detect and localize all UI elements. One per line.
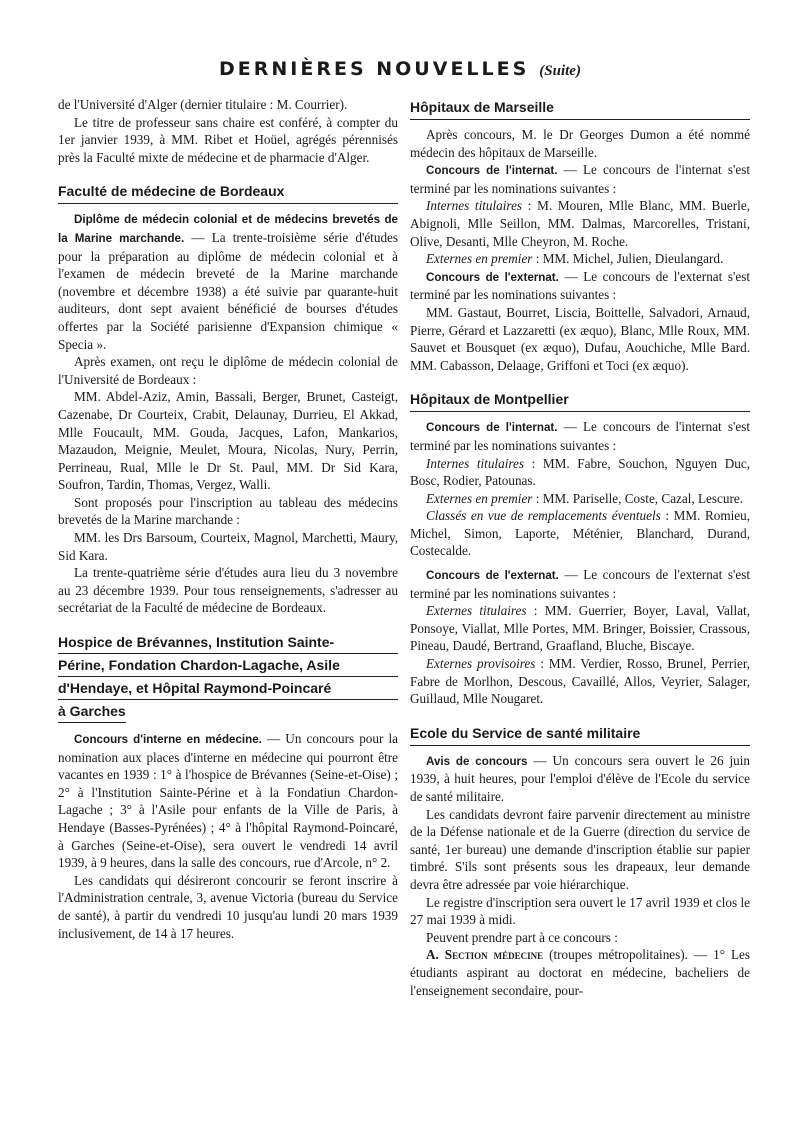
section-heading-ecole: Ecole du Service de santé militaire: [410, 722, 750, 746]
paragraph-text: (troupes métropolitaines). — 1° Les étudiants aspirant au doctorat en médecine, bacheliers de l'enseignement secondaire, pour-: [410, 947, 750, 998]
italic-label: Internes titulaires: [426, 198, 523, 214]
paragraph: [410, 250, 750, 268]
paragraph-text: — Un concours pour la nomination aux places d'interne en médecine qui pourront être vacantes en 1939 : 1° à l'hospice de Brévannes (Seine-et-Oise) ; 2° à l'Institution Sainte-Périne et à la Fondatiun Chardon-Lagache ; 3° à l'Asile pour enfants de la Ville de Paris, à Hendaye (Basses-Pyrénées) ; 4° à l'hôpital Raymond-Poincaré, à Garches (Seine-et-Oise), sera ouvert le vendredi 14 avril 1939, à 9 heures, dans la salle des concours, rue d'Arcole, n° 2.: [58, 731, 399, 871]
paragraph: de l'Université d'Alger (dernier titulaire : M. Courrier).: [58, 97, 348, 112]
paragraph: [58, 210, 398, 353]
paragraph: Après examen, ont reçu le diplôme de médecin colonial de l'Université de Bordeaux :: [58, 354, 398, 387]
paragraph-text: : MM. Guerrier, Boyer, Laval, Vallat, Ponsoye, Viallat, Mlle Portes, MM. Bringer, Boissier, Crassous, Pineau, Daudé, Bertrand, Graafland, Bluche, Biscaye.: [410, 603, 750, 654]
right-column: [410, 96, 750, 999]
paragraph-text: : M. Mouren, Mlle Blanc, MM. Buerle, Abignoli, Mlle Seillon, MM. Dalmas, Marcorelles, Tristani, Olive, Desanti, Mlle Cheyron, M. Roche.: [410, 198, 750, 249]
section-heading-marseille: Hôpitaux de Marseille: [410, 96, 750, 120]
small-caps-label: A. Section médecine: [426, 947, 544, 963]
paragraph: Peuvent prendre part à ce concours :: [426, 929, 618, 945]
run-in-heading: Concours de l'internat.: [426, 164, 558, 178]
paragraph-text: — Le concours de l'internat s'est terminé par les nominations suivantes :: [410, 419, 751, 453]
paragraph: [410, 946, 750, 999]
paragraph-text: — Le concours de l'internat s'est terminé par les nominations suivantes :: [410, 162, 751, 196]
run-in-heading: Diplôme de médecin colonial et de médecins brevetés de la Marine marchande.: [58, 213, 398, 245]
run-in-heading: Concours d'interne en médecine.: [74, 733, 262, 747]
paragraph: [410, 490, 750, 508]
page-header: [0, 58, 800, 80]
paragraph-text: — Le concours de l'externat s'est terminé par les nominations suivantes :: [410, 268, 751, 303]
paragraph: Le registre d'inscription sera ouvert le 17 avril 1939 et clos le 27 mai 1939 à midi.: [410, 894, 750, 928]
paragraph-text: : MM. Michel, Julien, Dieulangard.: [535, 251, 724, 267]
heading-line: Hospice de Brévannes, Institution Sainte-: [58, 631, 398, 654]
heading-line: Périne, Fondation Chardon-Lagache, Asile: [58, 654, 398, 677]
italic-label: Classés en vue de remplacements éventuels: [426, 508, 661, 524]
paragraph: [410, 507, 750, 560]
paragraph: [410, 268, 750, 304]
paragraph-text: : MM. Fabre, Souchon, Nguyen Duc, Bosc, Rodier, Patounas.: [410, 455, 750, 489]
paragraph: [410, 752, 750, 806]
left-column: [58, 96, 398, 942]
paragraph: Après concours, M. le Dr Georges Dumon a été nommé médecin des hôpitaux de Marseille.: [410, 127, 750, 160]
paragraph-text: : MM. Pariselle, Coste, Cazal, Lescure.: [535, 490, 744, 506]
paragraph: Sont proposés pour l'inscription au tableau des médecins brevetés de la Marine marchande :: [58, 494, 398, 528]
italic-label: Externes en premier: [426, 251, 533, 267]
paragraph: MM. Abdel-Aziz, Amin, Bassali, Berger, Brunet, Casteigt, Cazenabe, Dr Courteix, Crabit, Delaunay, Durrieu, El Akkad, Mlle Foucault, MM. Gouda, Jacques, Lafon, Mankarios, Mazaudon, Meignie, Meulet, Moura, Nicolas, Nury, Perrin, Perrineau, Rual, Mlle le Dr St. Paul, MM. Dr Sid Kara, Soufron, Tardin, Thomas, Vergez, Walli.: [58, 389, 398, 493]
heading-line: d'Hendaye, et Hôpital Raymond-Poincaré: [58, 677, 398, 700]
paragraph: MM. Gastaut, Bourret, Liscia, Boittelle, Salvadori, Arnaud, Pierre, Gérard et Lazzaretti (ex æquo), Blanc, Mlle Roux, MM. Sauvet et Bousquet (ex æquo), Dufau, Aouchiche, Mlle Bard. MM. Cabasson, Delaage, Griffoni et Toci (ex æquo).: [410, 304, 750, 373]
italic-label: Internes titulaires: [426, 455, 524, 471]
section-heading-hospice: [58, 631, 398, 724]
paragraph: Les candidats devront faire parvenir directement au ministre de la Défense nationale et de la Guerre (direction du service de santé, 1er bureau) une demande d'inscription établie sur papier timbré. S'ils sont présents sous les drapeaux, leur demande devra être adressée par voie hiérarchique.: [410, 806, 750, 892]
paragraph: La trente-quatrième série d'études aura lieu du 3 novembre au 23 décembre 1939. Pour tous renseignements, s'adresser au secrétariat de la Faculté de médecine de Bordeaux.: [58, 565, 398, 616]
run-in-heading: Concours de l'externat.: [426, 270, 559, 284]
run-in-heading: Avis de concours: [426, 754, 528, 768]
paragraph: Le titre de professeur sans chaire est conféré, à compter du 1er janvier 1939, à MM. Ribet et Hoüel, agrégés pérennisés près la Faculté mixte de médecine et de pharmacie d'Alger.: [58, 114, 398, 165]
paragraph-text: — Le concours de l'externat s'est terminé par les nominations suivantes :: [410, 567, 751, 601]
paragraph-text: : MM. Verdier, Rosso, Brunel, Perrier, Fabre de Morlhon, Descous, Cavaillé, Allos, Veyrier, Salager, Guillaud, Mlle Nougaret.: [410, 656, 750, 707]
paragraph: [410, 418, 750, 454]
italic-label: Externes provisoires: [426, 656, 536, 672]
paragraph: [410, 566, 750, 602]
page-title: DERNIÈRES NOUVELLES: [219, 58, 530, 80]
paragraph-text: : MM. Romieu, Michel, Simon, Laporte, Méténier, Blanchard, Durand, Costecalde.: [410, 508, 750, 559]
run-in-heading: Concours de l'externat.: [426, 569, 559, 583]
paragraph: [410, 602, 750, 655]
italic-label: Externes titulaires: [426, 603, 527, 619]
run-in-heading: Concours de l'internat.: [426, 421, 558, 435]
paragraph: [410, 197, 750, 250]
italic-label: Externes en premier: [426, 490, 533, 506]
paragraph: [410, 455, 750, 490]
section-heading-montpellier: Hôpitaux de Montpellier: [410, 388, 750, 412]
paragraph: [410, 161, 750, 197]
paragraph: MM. les Drs Barsoum, Courteix, Magnol, Marchetti, Maury, Sid Kara.: [58, 530, 398, 563]
section-heading-bordeaux: Faculté de médecine de Bordeaux: [58, 180, 398, 204]
paragraph: [58, 730, 398, 872]
heading-line: à Garches: [58, 700, 126, 723]
page-title-suite: (Suite): [539, 63, 581, 79]
paragraph-text: — Un concours sera ouvert le 26 juin 1939, à huit heures, pour l'emploi d'élève de l'Ecole du service de santé militaire.: [410, 752, 750, 804]
paragraph: Les candidats qui désireront concourir se feront inscrire à l'Administration centrale, 3, avenue Victoria (bureau du Service de santé), à partir du vendredi 10 jusqu'au lundi 20 mars 1939 inclusivement, de 14 à 17 heures.: [58, 872, 398, 941]
paragraph-text: — La trente-troisième série d'études pour la préparation au diplôme de médecin colonial et à l'examen de médecin breveté de la Marine marchande (novembre et décembre 1938) a été suivie par quarante-huit auditeurs, dont sept avaient bénéficié de bourses d'études offertes par la Société parisienne d'Expansion chimique « Specia ».: [58, 229, 399, 352]
paragraph: [410, 655, 750, 708]
